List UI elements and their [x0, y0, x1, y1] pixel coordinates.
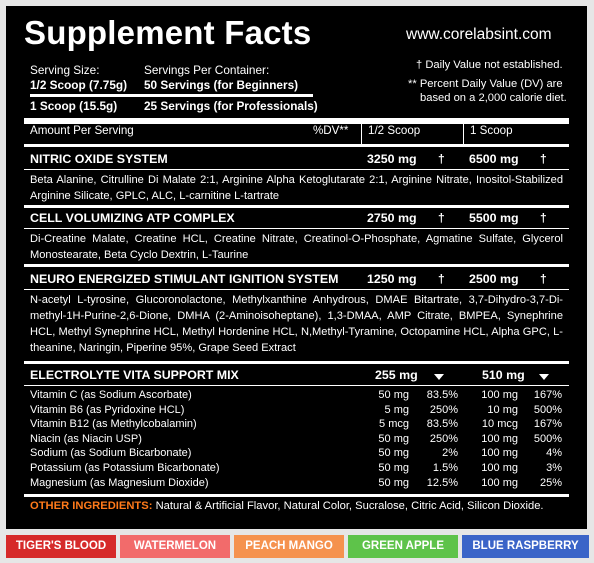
vitamin-name: Magnesium (as Magnesium Dioxide): [30, 476, 209, 489]
dagger-mark: †: [540, 152, 547, 166]
ingredients-cell: Di-Creatine Malate, Creatine HCL, Creatine Nitrate, Creatinol-O-Phosphate, Agmatine Sulfate, Glycerol Monostearate, Beta Cyclo Dextrin, L-Taurine: [30, 233, 563, 261]
vitamin-dv-full: 500%: [533, 432, 562, 445]
vitamin-amount-full: 100 mg: [481, 432, 518, 445]
vitamin-amount-full: 10 mg: [487, 403, 518, 416]
vitamin-dv-half: 12.5%: [426, 476, 458, 489]
panel-title: Supplement Facts: [24, 14, 312, 51]
dagger-mark: †: [438, 152, 445, 166]
dagger-mark: †: [540, 272, 547, 286]
vitamin-dv-full: 25%: [539, 476, 562, 489]
dagger-mark: †: [540, 211, 547, 225]
ingredients-nitric: Beta Alanine, Citrulline Di Malate 2:1, Arginine Alpha Ketoglutarate 2:1, Arginine Nitrate, Inositol-Stabilized Arginine Silicate, GPLC, ALC, L-carnitine L-tartrate: [30, 174, 563, 202]
section-divider: [24, 494, 569, 497]
serving-size-full: 1 Scoop (15.5g): [30, 99, 118, 113]
section-amt-half-neuro: 1250 mg: [367, 272, 417, 286]
serving-divider: [30, 94, 313, 97]
other-ingredients-text: Natural & Artificial Flavor, Natural Color, Sucralose, Citric Acid, Silicon Dioxide.: [155, 500, 544, 512]
vitamin-dv-half: 250%: [429, 432, 458, 445]
section-amt-full-nitric: 6500 mg: [469, 152, 519, 166]
servings-per-container-label: Servings Per Container:: [144, 63, 270, 77]
vitamin-name: Potassium (as Potassium Bicarbonate): [30, 462, 220, 474]
supplement-facts-panel: [6, 6, 587, 529]
vitamin-amount-half: 50 mg: [378, 432, 409, 445]
section-divider: [24, 228, 569, 229]
section-name-nitric: NITRIC OXIDE SYSTEM: [30, 152, 168, 166]
vitamin-dv-full: 167%: [533, 389, 562, 401]
vitamin-amount-full: 100 mg: [481, 447, 518, 460]
vitamin-amount-half: 50 mg: [378, 462, 409, 474]
vitamin-name: Vitamin B12 (as Methylcobalamin): [30, 418, 197, 431]
vitamin-name: Sodium (as Sodium Bicarbonate): [30, 447, 192, 460]
flavor-button-1[interactable]: WATERMELON: [120, 535, 230, 558]
flavor-button-3[interactable]: GREEN APPLE: [348, 535, 458, 558]
section-name-cell: CELL VOLUMIZING ATP COMPLEX: [30, 211, 235, 225]
section-name-electrolyte: ELECTROLYTE VITA SUPPORT MIX: [30, 368, 239, 382]
vitamin-name: Niacin (as Niacin USP): [30, 432, 142, 445]
other-ingredients: [30, 500, 544, 512]
ingredients-neuro: N-acetyl L-tyrosine, Glucoronolactone, Methylxanthine Anhydrous, DMAE Bitartrate, 3,7-Dihydro-3,7-Di-methyl-1H-Purine-2,6-Dione, DMHA (2-Aminoisoheptane), 1,3-DMAA, AMP Citrate, BMPEA, Synephrine HCL, Methyl Synephrine HCL, Methyl Hordenine HCL, N,Methyl-Tyramine, Octopamine HCL, Alpha GPC, L-theanine, Naringin, Piperine 95%, Grape Seed Extract: [30, 294, 563, 354]
electrolyte-amt-half: 255 mg: [375, 368, 418, 382]
col-full-scoop-header: 1 Scoop: [470, 124, 513, 137]
dagger-mark: †: [438, 272, 445, 286]
dagger-mark: †: [438, 211, 445, 225]
section-divider: [24, 289, 569, 290]
col-divider-2: [463, 119, 464, 146]
vitamin-dv-half: 83.5%: [426, 389, 458, 401]
serving-size-half: 1/2 Scoop (7.75g): [30, 78, 128, 92]
vitamin-dv-half: 250%: [429, 403, 458, 416]
vitamin-dv-half: 2%: [442, 447, 458, 460]
section-amt-full-neuro: 2500 mg: [469, 272, 519, 286]
header-divider: [24, 144, 569, 147]
vitamin-amount-half: 5 mcg: [379, 418, 409, 431]
section-divider: [24, 361, 569, 364]
vitamin-amount-half: 50 mg: [378, 389, 409, 401]
vitamin-amount-half: 5 mg: [384, 403, 409, 416]
other-ingredients-label: OTHER INGREDIENTS:: [30, 500, 153, 512]
vitamin-amount-half: 50 mg: [378, 447, 409, 460]
serving-size-label: Serving Size:: [30, 63, 100, 77]
vitamin-dv-full: 4%: [546, 447, 562, 460]
vitamin-dv-full: 3%: [546, 462, 562, 474]
section-name-neuro: NEURO ENERGIZED STIMULANT IGNITION SYSTEM: [30, 272, 339, 286]
section-divider: [24, 169, 569, 170]
electrolyte-amt-full: 510 mg: [482, 368, 525, 382]
section-divider: [24, 264, 569, 267]
dv-note-line1: ** Percent Daily Value (DV) are: [408, 78, 563, 90]
dagger-note: † Daily Value not established.: [416, 59, 563, 71]
dv-note-line2: based on a 2,000 calorie diet.: [420, 92, 567, 104]
section-divider: [24, 205, 569, 208]
section-amt-half-nitric: 3250 mg: [367, 152, 417, 166]
vitamin-amount-half: 50 mg: [378, 476, 409, 489]
vitamin-amount-full: 100 mg: [481, 462, 518, 474]
vitamin-dv-full: 500%: [533, 403, 562, 416]
col-divider-1: [361, 119, 362, 146]
vitamin-dv-full: 167%: [533, 418, 562, 431]
website-url[interactable]: www.corelabsint.com: [406, 26, 552, 43]
section-amt-half-cell: 2750 mg: [367, 211, 417, 225]
col-half-scoop-header: 1/2 Scoop: [368, 124, 421, 137]
vitamin-amount-full: 10 mcg: [481, 418, 518, 431]
vitamin-amount-full: 100 mg: [481, 389, 518, 401]
servings-half: 50 Servings (for Beginners): [144, 78, 299, 92]
amount-per-serving-header: Amount Per Serving: [30, 124, 134, 137]
section-divider: [24, 385, 569, 386]
dv-header: %DV**: [313, 124, 349, 137]
servings-full: 25 Servings (for Professionals): [144, 99, 318, 113]
vitamin-name: Vitamin B6 (as Pyridoxine HCL): [30, 403, 185, 416]
caret-down-icon: [539, 374, 549, 380]
flavor-button-4[interactable]: BLUE RASPBERRY: [462, 535, 589, 558]
vitamin-amount-full: 100 mg: [481, 476, 518, 489]
vitamin-name: Vitamin C (as Sodium Ascorbate): [30, 389, 192, 401]
flavor-button-2[interactable]: PEACH MANGO: [234, 535, 344, 558]
caret-down-icon: [434, 374, 444, 380]
section-amt-full-cell: 5500 mg: [469, 211, 519, 225]
flavor-button-0[interactable]: TIGER'S BLOOD: [6, 535, 116, 558]
vitamin-dv-half: 83.5%: [426, 418, 458, 431]
vitamin-dv-half: 1.5%: [432, 462, 458, 474]
